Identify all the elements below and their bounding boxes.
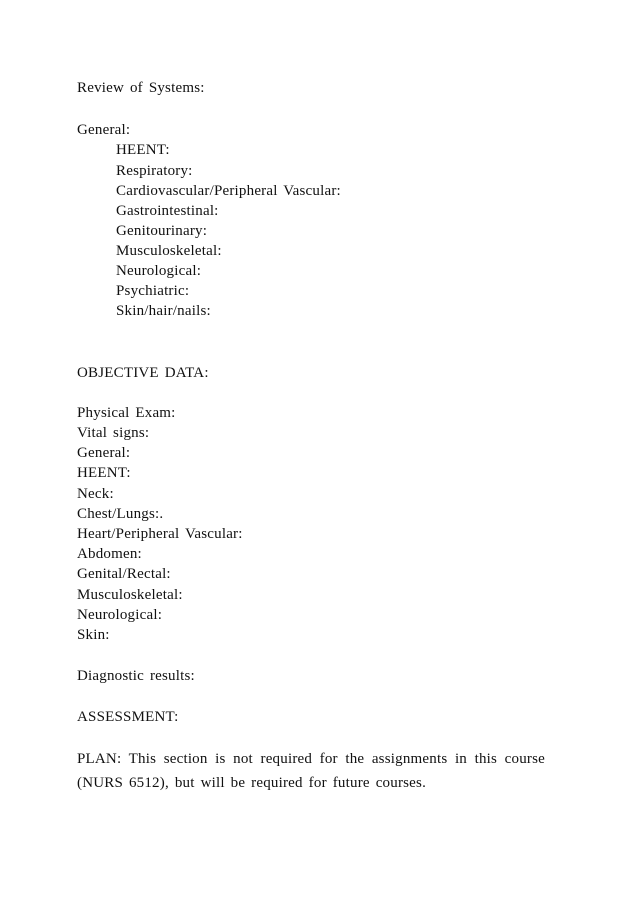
ros-item-psychiatric: Psychiatric: <box>116 283 190 299</box>
exam-item-heent: HEENT: <box>77 465 131 481</box>
diagnostic-results-heading: Diagnostic results: <box>77 668 195 684</box>
exam-item-genital-rectal: Genital/Rectal: <box>77 566 171 582</box>
ros-item-respiratory: Respiratory: <box>116 163 193 179</box>
ros-item-heent: HEENT: <box>116 142 170 158</box>
objective-data-heading: OBJECTIVE DATA: <box>77 365 209 381</box>
exam-item-skin: Skin: <box>77 627 110 643</box>
ros-item-cardiovascular: Cardiovascular/Peripheral Vascular: <box>116 183 341 199</box>
exam-item-musculoskeletal: Musculoskeletal: <box>77 587 183 603</box>
review-of-systems-heading: Review of Systems: <box>77 80 205 96</box>
ros-item-musculoskeletal: Musculoskeletal: <box>116 243 222 259</box>
exam-item-general: General: <box>77 445 131 461</box>
ros-item-gastrointestinal: Gastrointestinal: <box>116 203 219 219</box>
assessment-heading: ASSESSMENT: <box>77 709 179 725</box>
exam-item-vital-signs: Vital signs: <box>77 425 150 441</box>
exam-item-abdomen: Abdomen: <box>77 546 142 562</box>
exam-item-chest-lungs: Chest/Lungs:. <box>77 506 164 522</box>
exam-item-neurological: Neurological: <box>77 607 163 623</box>
plan-paragraph: PLAN: This section is not required for the assignments in this course (NURS 6512), but will be required for future courses. <box>77 751 545 791</box>
exam-item-physical-exam: Physical Exam: <box>77 405 176 421</box>
ros-item-genitourinary: Genitourinary: <box>116 223 208 239</box>
ros-item-skin-hair-nails: Skin/hair/nails: <box>116 303 211 319</box>
ros-item-neurological: Neurological: <box>116 263 202 279</box>
general-label: General: <box>77 122 131 138</box>
exam-item-neck: Neck: <box>77 486 114 502</box>
exam-item-heart-peripheral-vascular: Heart/Peripheral Vascular: <box>77 526 243 542</box>
